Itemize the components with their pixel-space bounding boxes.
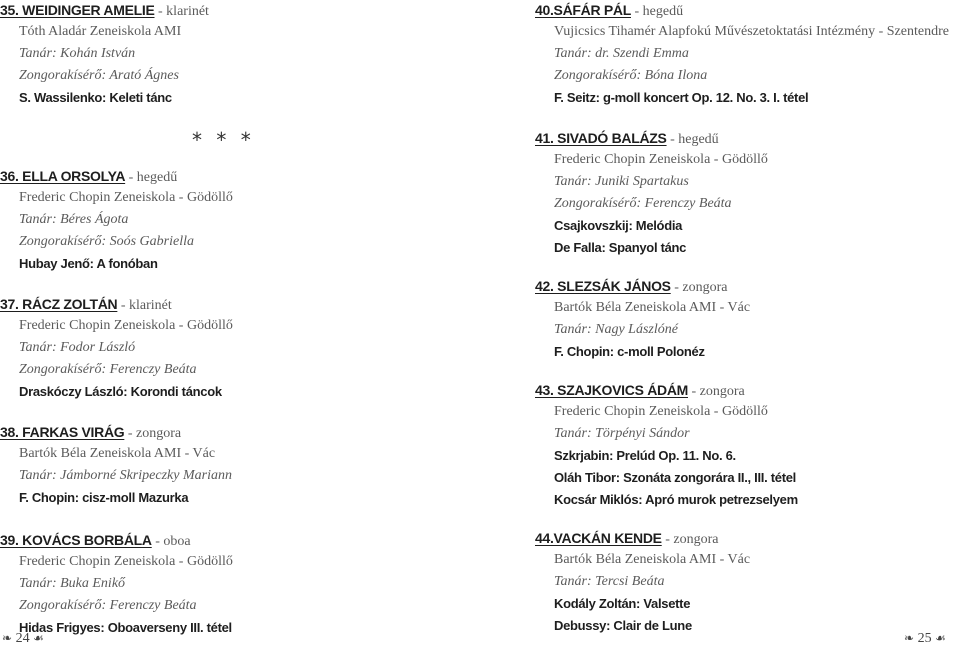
teacher: Tanár: Nagy Lászlóné — [554, 322, 678, 337]
piece: Csajkovszkij: Melódia — [554, 218, 683, 233]
teacher: Tanár: Juniki Spartakus — [554, 174, 689, 189]
piece: Oláh Tibor: Szonáta zongorára II., III. tétel — [554, 470, 796, 485]
leaf-ornament-icon: ☙ — [33, 631, 44, 645]
teacher: Tanár: dr. Szendi Emma — [554, 46, 689, 61]
instrument: - zongora — [661, 532, 719, 547]
school: Vujicsics Tihamér Alapfokú Művészetoktatási Intézmény - Szentendre — [554, 24, 949, 39]
accompanist: Zongorakísérő: Bóna Ilona — [554, 68, 708, 83]
leaf-ornament-icon: ☙ — [935, 631, 946, 645]
teacher: Tanár: Buka Enikő — [19, 576, 126, 591]
performer-name: 41. SIVADÓ BALÁZS — [535, 130, 667, 146]
school: Bartók Béla Zeneiskola AMI - Vác — [554, 300, 751, 315]
performer-line — [0, 530, 191, 552]
performer-name: 36. ELLA ORSOLYA — [0, 168, 126, 184]
piece: S. Wassilenko: Keleti tánc — [19, 90, 172, 105]
performer-line — [0, 422, 181, 444]
accompanist: Zongorakísérő: Ferenczy Beáta — [19, 598, 197, 613]
performer-name: 39. KOVÁCS BORBÁLA — [0, 532, 152, 548]
performer-name: 42. SLEZSÁK JÁNOS — [535, 278, 671, 294]
page-number: 25 — [917, 631, 932, 646]
performer-line — [535, 528, 718, 550]
accompanist: Zongorakísérő: Ferenczy Beáta — [19, 362, 197, 377]
performer-name: 44.VACKÁN KENDE — [535, 530, 662, 546]
teacher: Tanár: Béres Ágota — [19, 212, 129, 227]
section-separator: * * * — [192, 128, 255, 152]
piece: Hubay Jenő: A fonóban — [19, 256, 158, 271]
piece: F. Seitz: g-moll koncert Op. 12. No. 3. I. tétel — [554, 90, 809, 105]
teacher: Tanár: Törpényi Sándor — [554, 426, 690, 441]
piece: Draskóczy László: Korondi táncok — [19, 384, 222, 399]
performer-name: 35. WEIDINGER AMELIE — [0, 2, 155, 18]
performer-line — [0, 166, 177, 188]
accompanist: Zongorakísérő: Arató Ágnes — [19, 68, 179, 83]
school: Frederic Chopin Zeneiskola - Gödöllő — [19, 190, 233, 205]
school: Bartók Béla Zeneiskola AMI - Vác — [554, 552, 751, 567]
performer-line — [0, 0, 209, 22]
school: Tóth Aladár Zeneiskola AMI — [19, 24, 182, 39]
piece: De Falla: Spanyol tánc — [554, 240, 687, 255]
instrument: - hegedű — [630, 4, 684, 19]
instrument: - hegedű — [666, 132, 719, 147]
piece: Kocsár Miklós: Apró murok petrezselyem — [554, 492, 798, 507]
instrument: - zongora — [670, 280, 728, 295]
performer-line — [0, 294, 172, 316]
instrument: - oboa — [151, 534, 191, 549]
performer-name: 43. SZAJKOVICS ÁDÁM — [535, 382, 688, 398]
leaf-ornament-icon: ❧ — [2, 631, 13, 645]
piece: Szkrjabin: Prelúd Op. 11. No. 6. — [554, 448, 736, 463]
teacher: Tanár: Kohán István — [19, 46, 136, 61]
teacher: Tanár: Tercsi Beáta — [554, 574, 665, 589]
piece: Hidas Frigyes: Oboaverseny III. tétel — [19, 620, 232, 635]
instrument: - klarinét — [117, 298, 172, 313]
performer-name: 38. FARKAS VIRÁG — [0, 424, 125, 440]
school: Frederic Chopin Zeneiskola - Gödöllő — [19, 554, 233, 569]
instrument: - zongora — [688, 384, 745, 399]
accompanist: Zongorakísérő: Ferenczy Beáta — [554, 196, 732, 211]
piece: F. Chopin: cisz-moll Mazurka — [19, 490, 189, 505]
page-number-left — [2, 631, 44, 647]
school: Bartók Béla Zeneiskola AMI - Vác — [19, 446, 216, 461]
performer-line — [535, 380, 745, 402]
performer-name: 37. RÁCZ ZOLTÁN — [0, 296, 118, 312]
instrument: - zongora — [124, 426, 182, 441]
school: Frederic Chopin Zeneiskola - Gödöllő — [554, 152, 768, 167]
performer-name: 40.SÁFÁR PÁL — [535, 2, 631, 18]
teacher: Tanár: Jámborné Skripeczky Mariann — [19, 468, 232, 483]
page-number-right — [904, 631, 946, 647]
teacher: Tanár: Fodor László — [19, 340, 136, 355]
instrument: - klarinét — [154, 4, 209, 19]
piece: F. Chopin: c-moll Polonéz — [554, 344, 705, 359]
school: Frederic Chopin Zeneiskola - Gödöllő — [554, 404, 768, 419]
performer-line — [535, 276, 727, 298]
page-number: 24 — [15, 631, 30, 646]
piece: Debussy: Clair de Lune — [554, 618, 692, 633]
performer-line — [535, 128, 719, 150]
piece: Kodály Zoltán: Valsette — [554, 596, 691, 611]
leaf-ornament-icon: ❧ — [904, 631, 915, 645]
accompanist: Zongorakísérő: Soós Gabriella — [19, 234, 194, 249]
performer-line — [535, 0, 683, 22]
school: Frederic Chopin Zeneiskola - Gödöllő — [19, 318, 233, 333]
instrument: - hegedű — [125, 170, 178, 185]
